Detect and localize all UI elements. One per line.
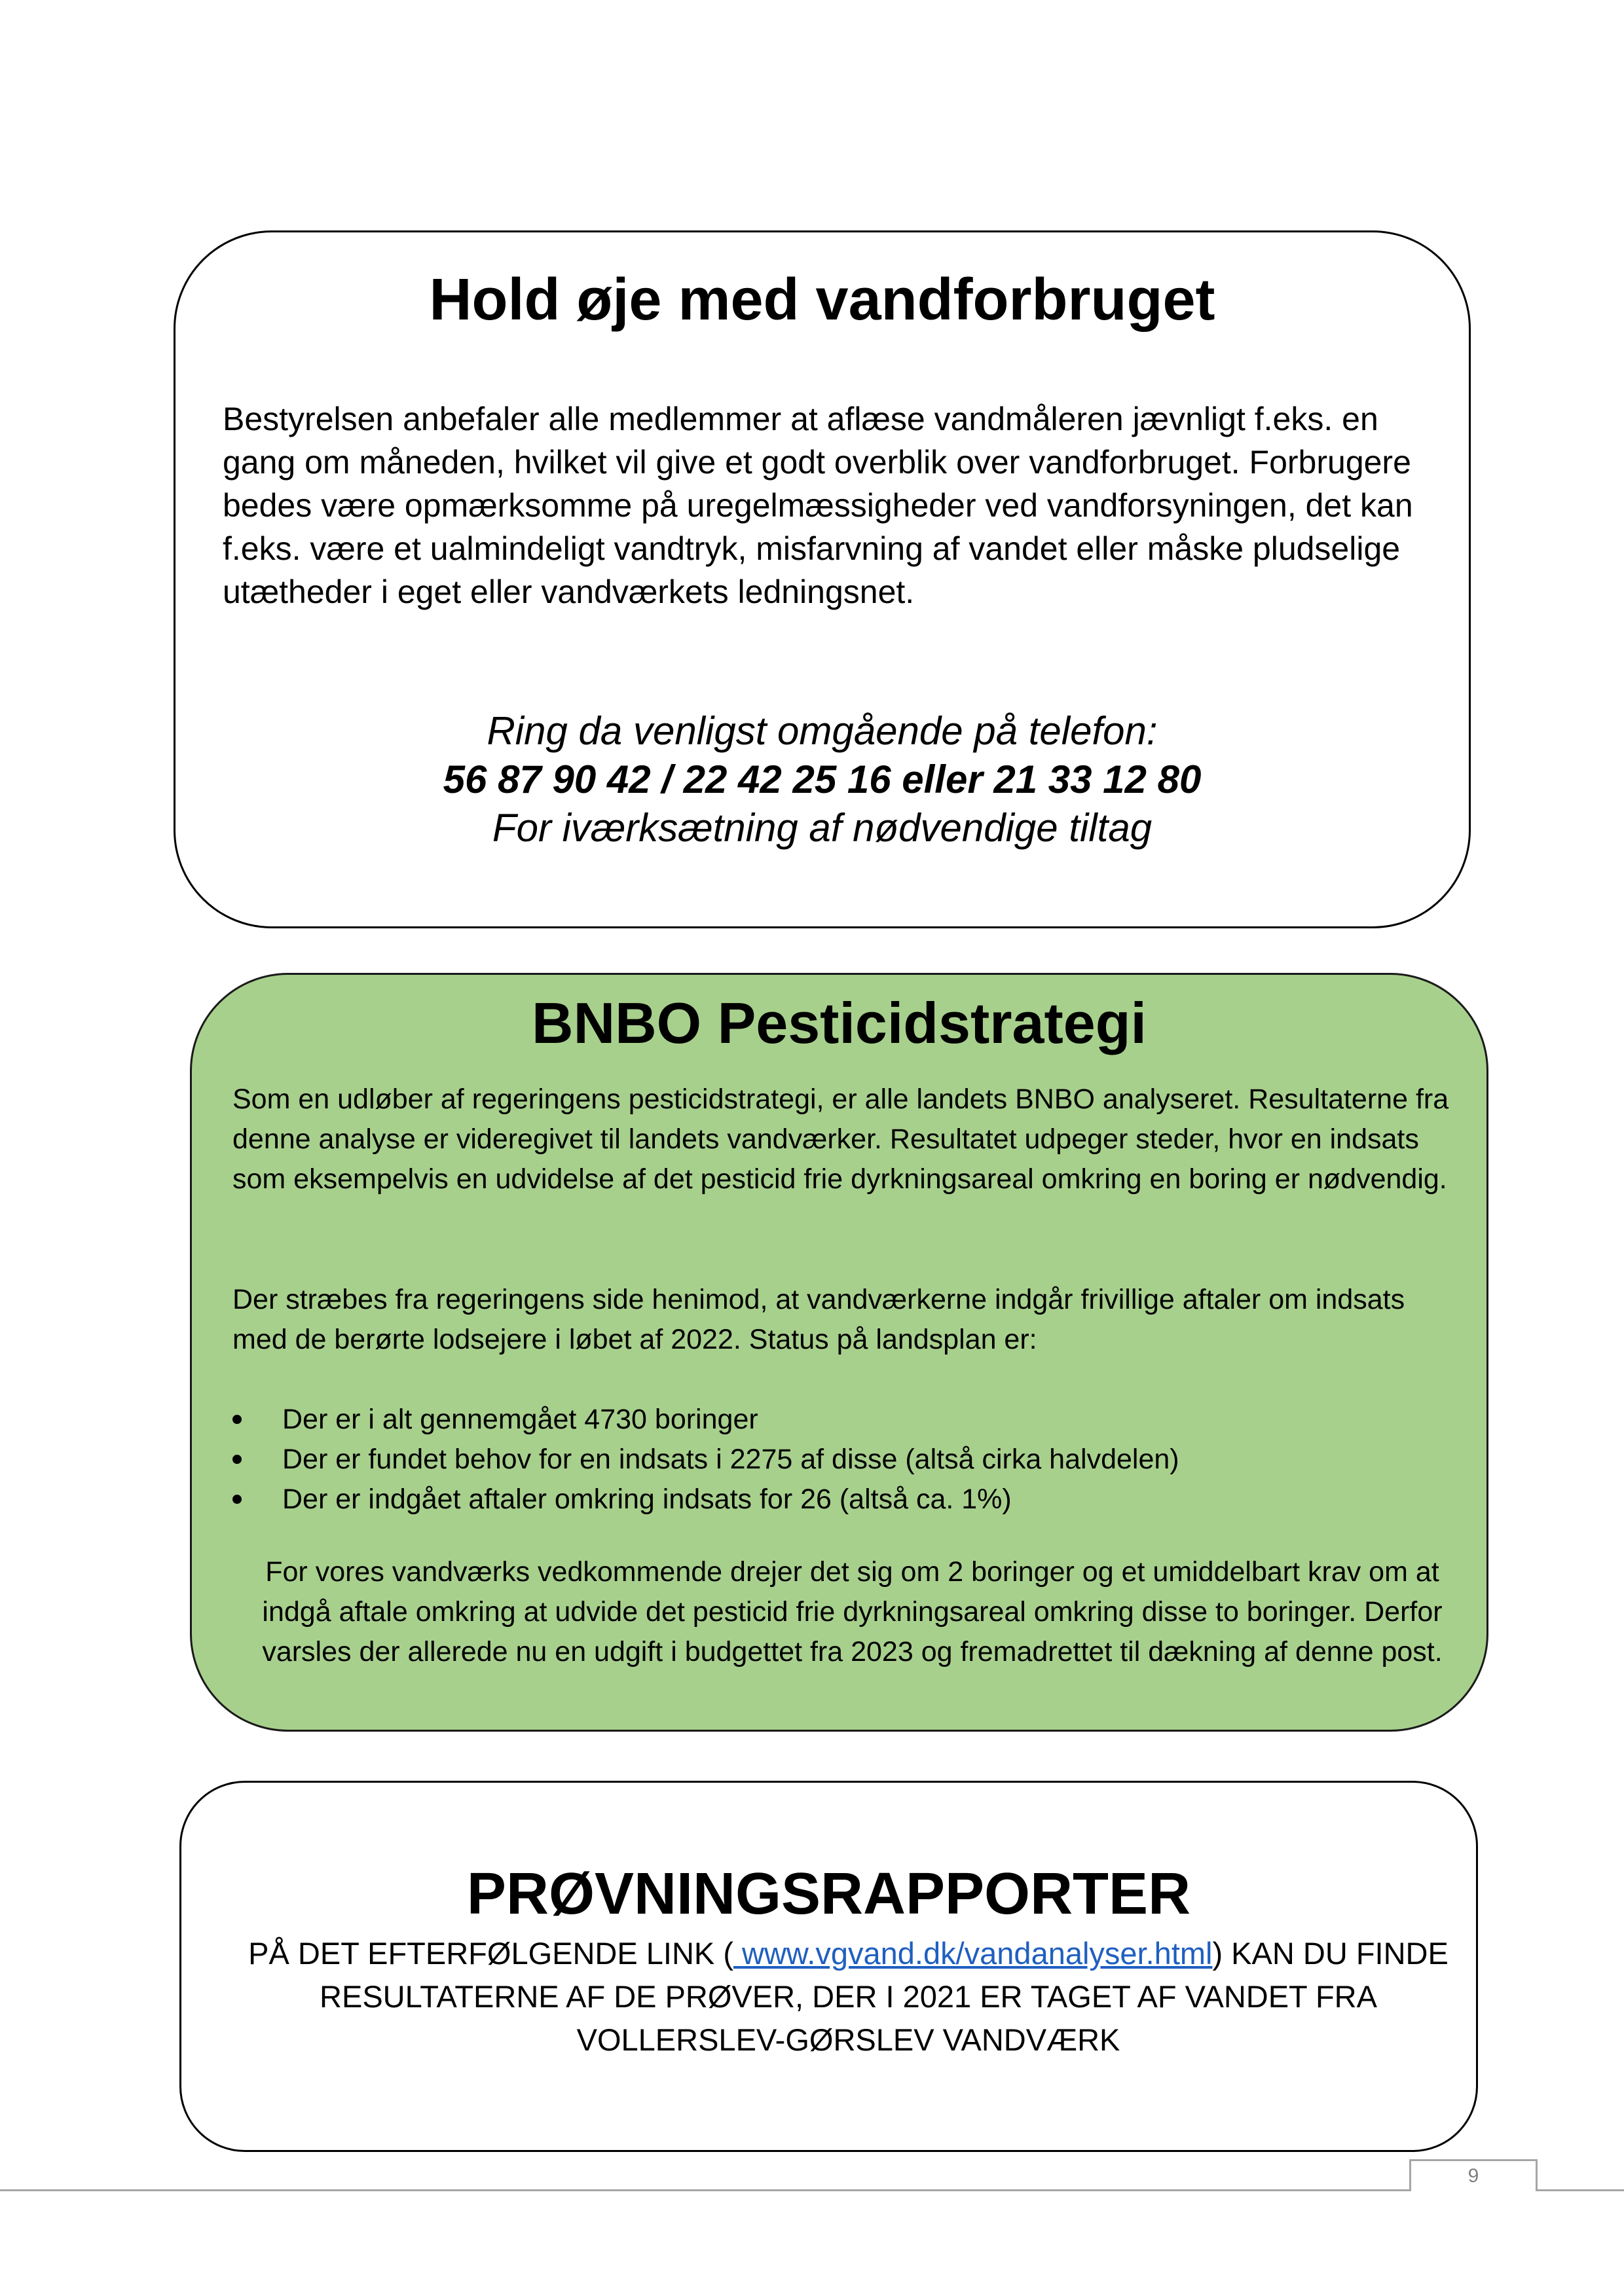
water-usage-body: Bestyrelsen anbefaler alle medlemmer at aflæse vandmåleren jævnligt f.eks. en gang om måneden, hvilket vil give et godt overblik over vandforbruget. Forbrugere bedes være opmærksomme på uregelmæssigheder ved vandforsyningen, det kan f.eks. være et ualmindeligt vandtryk, misfarvning af vandet eller måske pludselige utætheder i eget eller vandværkets ledningsnet. bbox=[223, 401, 1413, 610]
list-item bbox=[232, 1480, 1460, 1520]
bnbo-paragraph-2: Der stræbes fra regeringens side henimod, at vandværkerne indgår frivillige aftaler om indsats med de berørte lodsejere i løbet af 2022. Status på landsplan er: bbox=[232, 1284, 1405, 1355]
bullet-icon bbox=[232, 1415, 242, 1424]
water-usage-title: Hold øje med vandforbruget bbox=[429, 267, 1215, 333]
list-item-text: Der er fundet behov for en indsats i 2275 af disse (altså cirka halvdelen) bbox=[282, 1444, 1179, 1475]
list-item bbox=[232, 1400, 1460, 1440]
reports-text bbox=[247, 1932, 1450, 2062]
reports-box bbox=[179, 1781, 1478, 2152]
bnbo-paragraph-3: For vores vandværks vedkommende drejer det sig om 2 boringer og et umiddelbart krav om at indgå aftale omkring at udvide det pesticid frie dyrkningsareal omkring disse to boringer. Derfor varsles der allerede nu en udgift i budgettet fra 2023 og fremadrettet til dækning af denne post. bbox=[262, 1556, 1443, 1667]
list-item-text: Der er i alt gennemgået 4730 boringer bbox=[282, 1404, 758, 1435]
contact-phone-numbers: 56 87 90 42 / 22 42 25 16 eller 21 33 12 80 bbox=[443, 757, 1202, 801]
bnbo-status-list bbox=[232, 1400, 1460, 1520]
bullet-icon bbox=[232, 1495, 242, 1504]
reports-link[interactable]: www.vgvand.dk/vandanalyser.html bbox=[733, 1936, 1213, 1971]
list-item bbox=[232, 1440, 1460, 1480]
reports-title: PRØVNINGSRAPPORTER bbox=[466, 1861, 1191, 1927]
contact-purpose: For iværksætning af nødvendige tiltag bbox=[492, 806, 1153, 850]
bullet-icon bbox=[232, 1455, 242, 1464]
footer-divider bbox=[0, 2189, 1624, 2191]
water-usage-box bbox=[174, 230, 1471, 928]
page-number: 9 bbox=[1409, 2159, 1538, 2191]
bnbo-box bbox=[190, 973, 1488, 1732]
reports-text-after-link: ) KAN DU FINDE RESULTATERNE AF DE PRØVER, DER I 2021 ER TAGET AF VANDET FRA VOLLERSLEV-GØRSLEV VANDVÆRK bbox=[320, 1936, 1449, 2057]
bnbo-paragraph-1: Som en udløber af regeringens pesticidstrategi, er alle landets BNBO analyseret. Resultaterne fra denne analyse er videregivet til landets vandværker. Resultatet udpeger steder, hvor en indsats som eksempelvis en udvidelse af det pesticid frie dyrkningsareal omkring en boring er nødvendig. bbox=[232, 1084, 1449, 1195]
reports-text-before-link: PÅ DET EFTERFØLGENDE LINK ( bbox=[248, 1936, 733, 1971]
list-item-text: Der er indgået aftaler omkring indsats for 26 (altså ca. 1%) bbox=[282, 1484, 1012, 1515]
bnbo-title: BNBO Pesticidstrategi bbox=[532, 991, 1147, 1055]
contact-block bbox=[175, 707, 1469, 852]
contact-instruction: Ring da venligst omgående på telefon: bbox=[487, 709, 1158, 753]
